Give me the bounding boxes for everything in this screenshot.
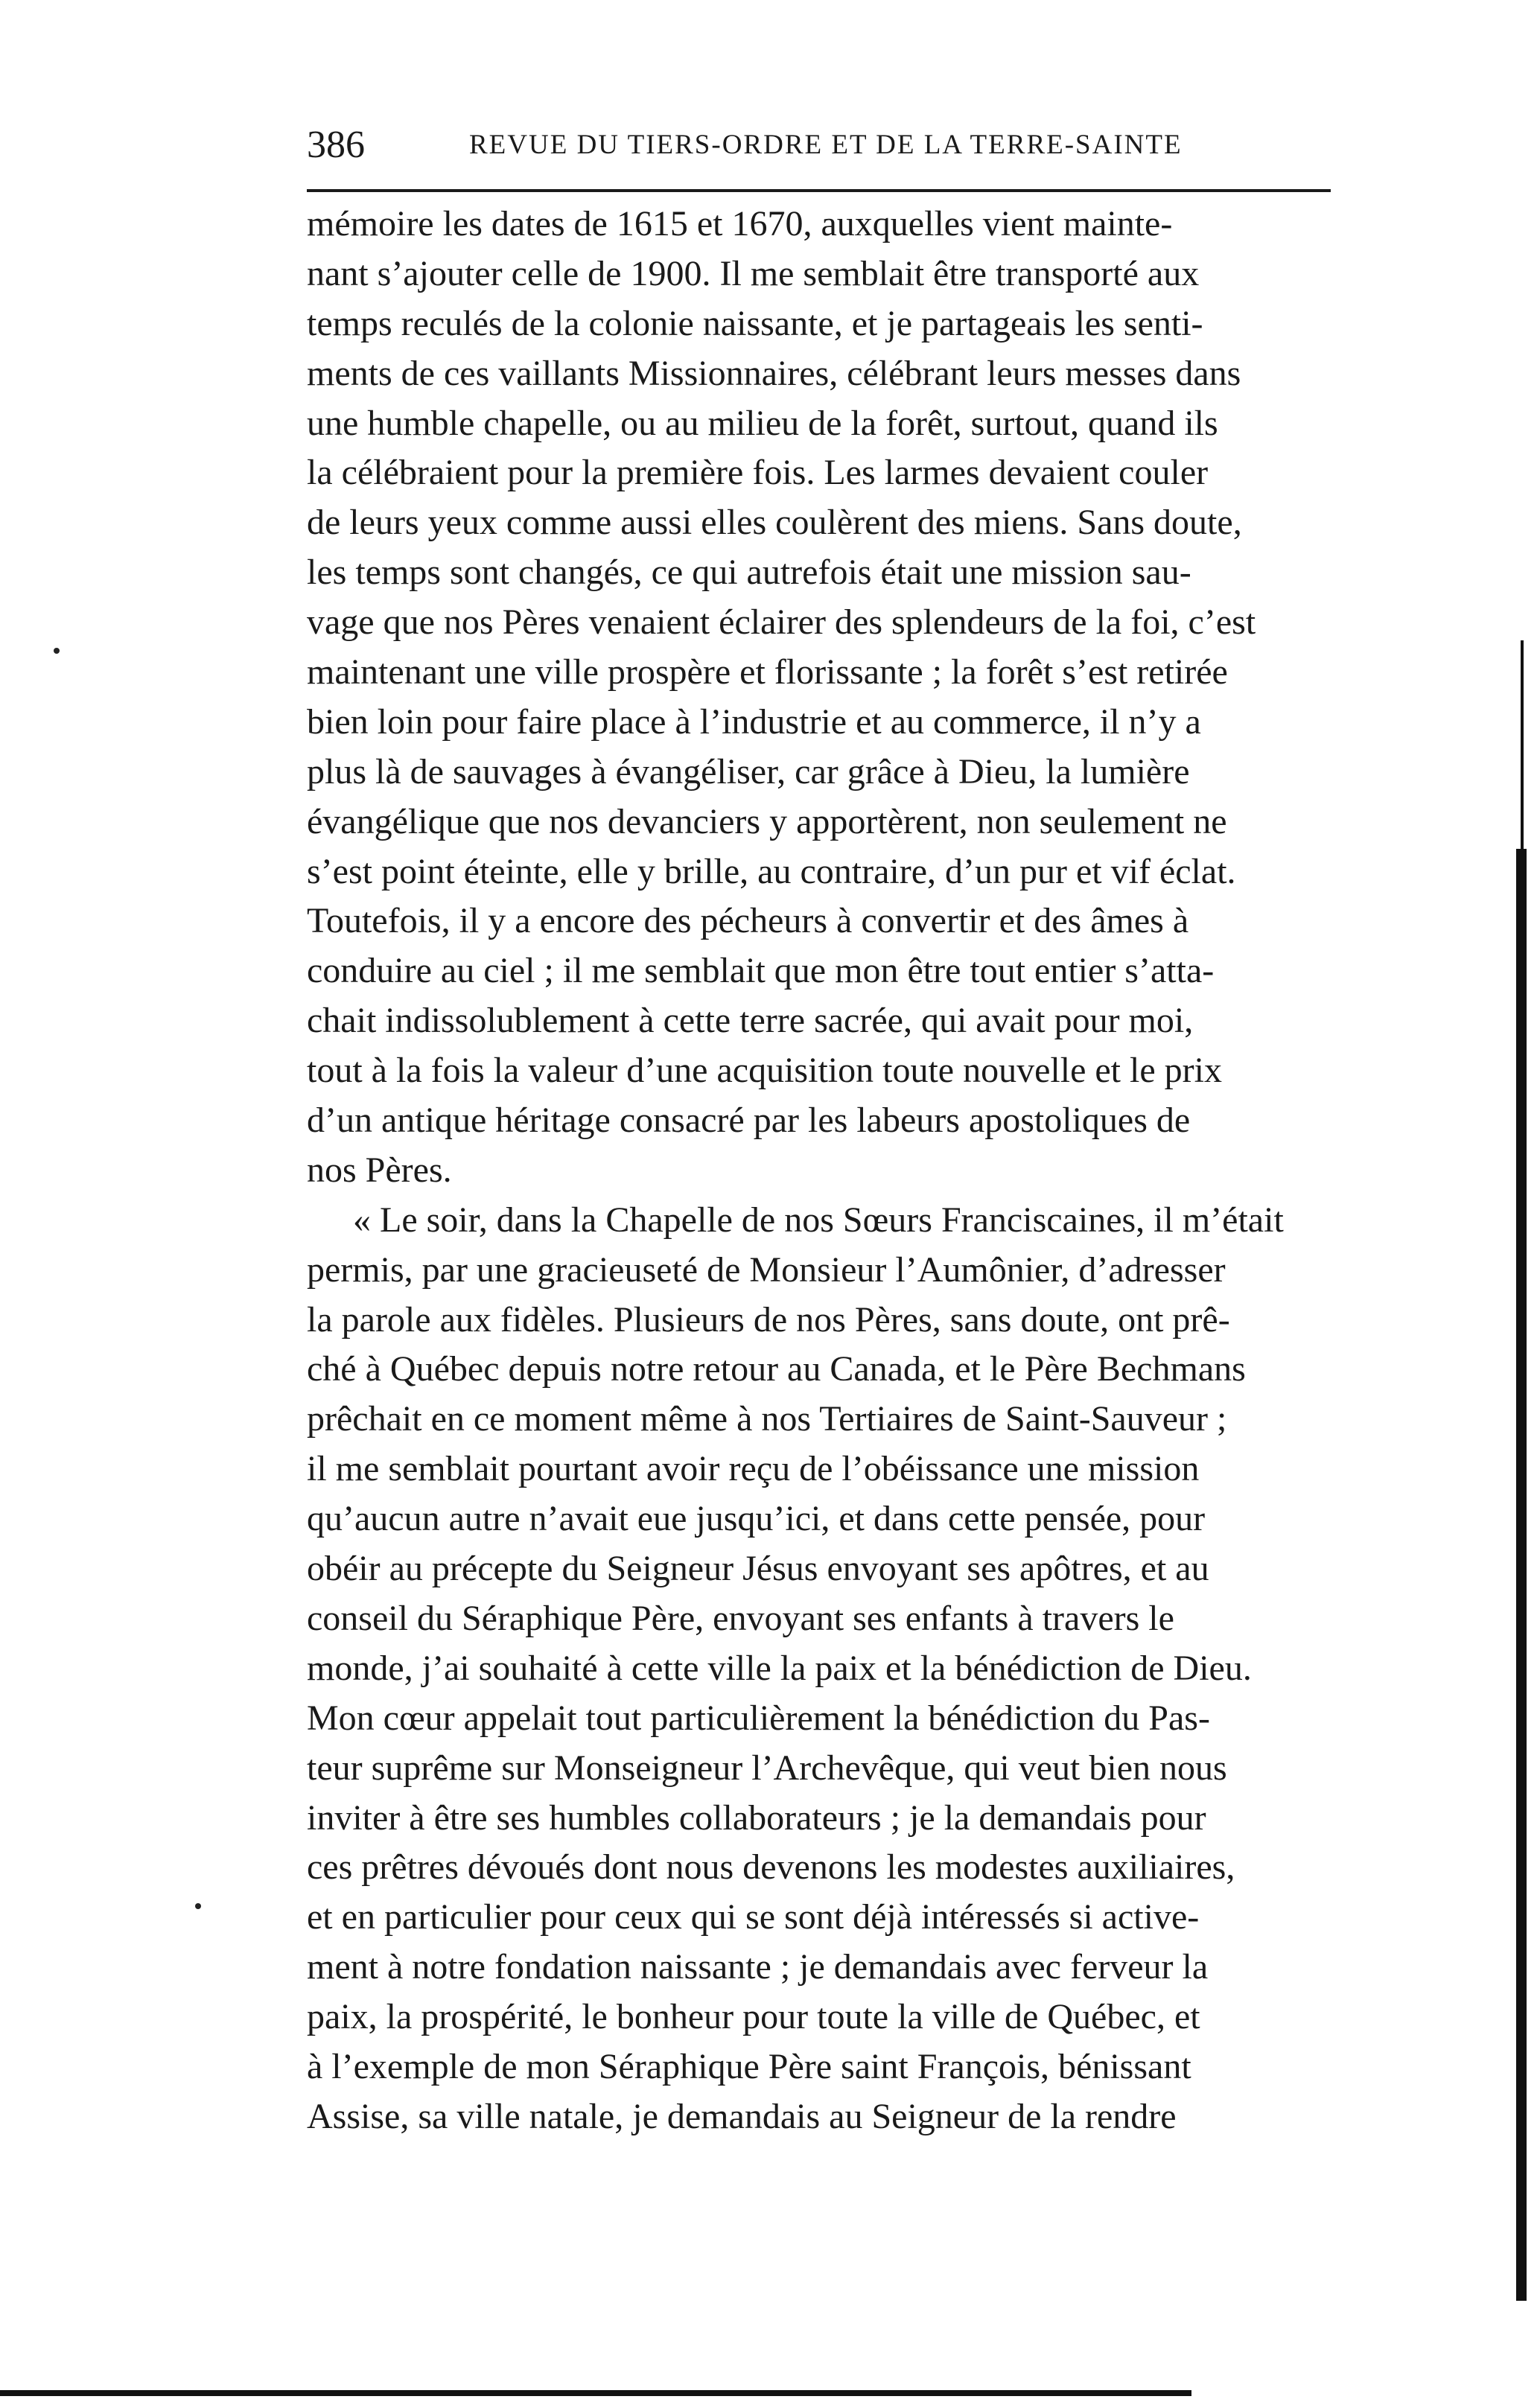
text-line: plus là de sauvages à évangéliser, car grâce à Dieu, la lumière <box>307 751 1190 791</box>
text-line: « Le soir, dans la Chapelle de nos Sœurs Franciscaines, il m’était <box>353 1200 1284 1240</box>
text-line: s’est point éteinte, elle y brille, au contraire, d’un pur et vif éclat. <box>307 851 1236 891</box>
text-line: la célébraient pour la première fois. Les larmes devaient couler <box>307 453 1209 493</box>
text-line: permis, par une gracieuseté de Monsieur l’Aumônier, d’adresser <box>307 1249 1226 1290</box>
text-line: qu’aucun autre n’avait eue jusqu’ici, et dans cette pensée, pour <box>307 1499 1206 1539</box>
text-line: conduire au ciel ; il me semblait que mon être tout entier s’atta- <box>307 951 1215 991</box>
text-line: inviter à être ses humbles collaborateurs ; je la demandais pour <box>307 1797 1206 1838</box>
text-line: temps reculés de la colonie naissante, et je partageais les senti- <box>307 303 1203 343</box>
text-line: ces prêtres dévoués dont nous devenons les modestes auxiliaires, <box>307 1847 1235 1888</box>
scan-edge-right-thin <box>1521 640 1524 849</box>
text-line: Assise, sa ville natale, je demandais au Seigneur de la rendre <box>307 2096 1177 2136</box>
text-line: tout à la fois la valeur d’une acquisition toute nouvelle et le prix <box>307 1051 1222 1091</box>
text-line: conseil du Séraphique Père, envoyant ses enfants à travers le <box>307 1598 1174 1638</box>
text-line: les temps sont changés, ce qui autrefois était une mission sau- <box>307 552 1191 593</box>
text-line: nos Pères. <box>307 1150 452 1190</box>
text-line: ments de ces vaillants Missionnaires, célébrant leurs messes dans <box>307 353 1241 393</box>
text-line: et en particulier pour ceux qui se sont déjà intéressés si active- <box>307 1897 1200 1937</box>
text-line: bien loin pour faire place à l’industrie et au commerce, il n’y a <box>307 701 1201 742</box>
text-line: obéir au précepte du Seigneur Jésus envoyant ses apôtres, et au <box>307 1549 1209 1589</box>
text-line: monde, j’ai souhaité à cette ville la paix et la bénédiction de Dieu. <box>307 1648 1252 1688</box>
text-line: évangélique que nos devanciers y apportèrent, non seulement ne <box>307 801 1227 841</box>
scan-edge-right <box>1516 849 1527 2301</box>
scan-edge-bottom <box>0 2390 1191 2396</box>
text-line: vage que nos Pères venaient éclairer des splendeurs de la foi, c’est <box>307 602 1256 643</box>
text-line: maintenant une ville prospère et florissante ; la forêt s’est retirée <box>307 652 1228 692</box>
text-line: chait indissolublement à cette terre sacrée, qui avait pour moi, <box>307 1001 1194 1041</box>
header-rule <box>307 189 1331 192</box>
text-line: Mon cœur appelait tout particulièrement la bénédiction du Pas- <box>307 1698 1210 1738</box>
text-line: ment à notre fondation naissante ; je demandais avec ferveur la <box>307 1947 1209 1987</box>
text-line: il me semblait pourtant avoir reçu de l’obéissance une mission <box>307 1449 1200 1489</box>
page-number: 386 <box>307 124 365 166</box>
text-line: prêchait en ce moment même à nos Tertiaires de Saint-Sauveur ; <box>307 1399 1227 1439</box>
text-line: de leurs yeux comme aussi elles coulèrent des miens. Sans doute, <box>307 503 1242 543</box>
scan-speck <box>195 1903 201 1909</box>
text-line: la parole aux fidèles. Plusieurs de nos Pères, sans doute, ont prê- <box>307 1299 1230 1340</box>
text-line: mémoire les dates de 1615 et 1670, auxquelles vient mainte- <box>307 204 1173 243</box>
text-line: ché à Québec depuis notre retour au Canada, et le Père Bechmans <box>307 1349 1246 1389</box>
body-text <box>307 200 1379 2142</box>
scan-speck <box>54 648 60 654</box>
text-line: paix, la prospérité, le bonheur pour toute la ville de Québec, et <box>307 1997 1200 2037</box>
text-line: nant s’ajouter celle de 1900. Il me semblait être transporté aux <box>307 253 1200 293</box>
page-header <box>307 119 1328 171</box>
text-line: à l’exemple de mon Séraphique Père saint François, bénissant <box>307 2046 1191 2086</box>
text-line: Toutefois, il y a encore des pécheurs à convertir et des âmes à <box>307 901 1189 941</box>
text-line: teur suprême sur Monseigneur l’Archevêque, qui veut bien nous <box>307 1748 1227 1788</box>
text-line: d’un antique héritage consacré par les labeurs apostoliques de <box>307 1101 1191 1141</box>
running-head: REVUE DU TIERS-ORDRE ET DE LA TERRE-SAINTE <box>469 130 1183 160</box>
text-line: une humble chapelle, ou au milieu de la forêt, surtout, quand ils <box>307 403 1218 443</box>
